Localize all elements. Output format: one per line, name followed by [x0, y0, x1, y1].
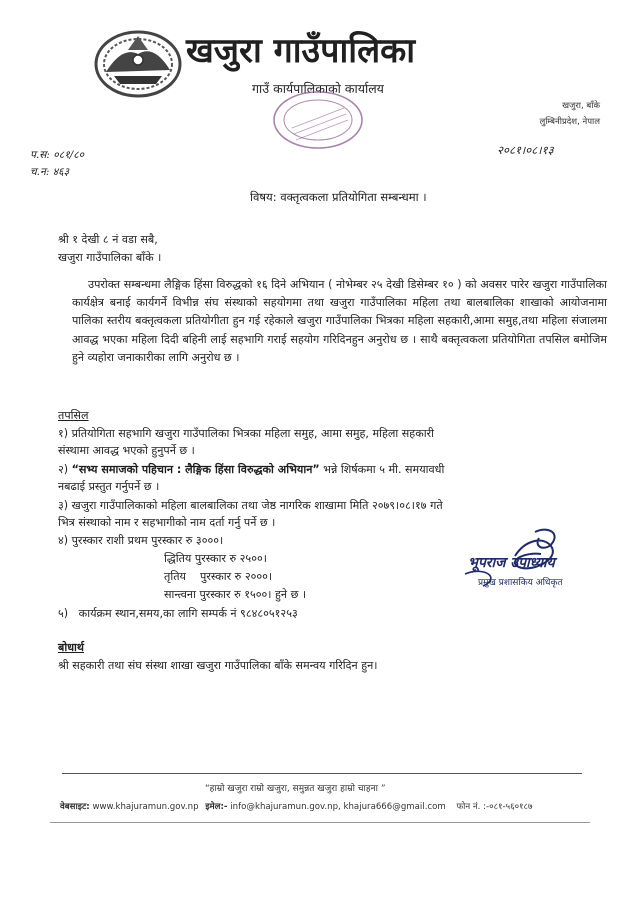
- item-1-line-2: संस्थामा आवद्ध भएको हुनुपर्ने छ ।: [58, 444, 195, 457]
- item-2-line-1: [58, 462, 444, 477]
- website-link[interactable]: www.khajuramun.gov.np: [92, 802, 199, 812]
- signatory-title: प्रमुख प्रशासकिय अधिकृत: [478, 578, 563, 588]
- item-2-prefix: २): [58, 463, 69, 476]
- item-2-line-2: नबढाई प्रस्तुत गर्नुपर्ने छ ।: [58, 480, 160, 493]
- recipient-line-1: श्री १ देखी ८ नं वडा सबै,: [58, 233, 158, 246]
- item-2-rest: भन्ने शिर्षकमा ५ मी. समयावधी: [323, 463, 445, 476]
- item-3-line-1: ३) खजुरा गाउँपालिकाको महिला बालबालिका तथा जेष्ठ नागरिक शाखामा मिति २०७९।०८।१७ गते: [58, 499, 443, 512]
- email-label: इमेल:-: [205, 802, 228, 812]
- phone-number: :-०८१-५६०१८७: [483, 802, 533, 812]
- footer-contact: [60, 800, 532, 812]
- item-2-title: “सभ्य समाजको पहिचान : लैङ्गिक हिंसा विरुद्धको अभियान”: [71, 463, 320, 476]
- tapasil-heading: तपसिल: [58, 409, 89, 422]
- item-3-line-2: भित्र संस्थाको नाम र सहभागीको नाम दर्ता गर्नु पर्ने छ ।: [58, 516, 276, 529]
- item-1-line-1: १) प्रतियोगिता सहभागि खजुरा गाउँपालिका भित्रका महिला समुह, आमा समुह, महिला सहकारी: [58, 427, 434, 440]
- letter-date: २०८१।०८।१३: [497, 143, 554, 157]
- item-4-line-1: ४) पुरस्कार राशी प्रथम पुरस्कार रु ३०००।: [58, 534, 224, 547]
- office-name: खजुरा गाउँपालिका: [186, 31, 416, 71]
- footer-divider: [62, 773, 582, 774]
- footer-bottom-rule: [50, 822, 590, 823]
- nepal-emblem-icon: [92, 26, 184, 98]
- letter-subject: विषय: वक्तृत्वकला प्रतियोगिता सम्बन्धमा ।: [250, 190, 427, 204]
- item-4-line-4: सान्त्वना पुरस्कार रु १५००। हुने छ ।: [164, 588, 307, 601]
- chalani-number: च.न: ४६३: [30, 166, 70, 178]
- office-stamp-icon: [270, 88, 366, 152]
- patra-sankhya: प.स: ०८१/८०: [30, 149, 85, 161]
- footer-motto: “हाम्रो खजुरा राम्रो खजुरा, समुन्नत खजुरा हाम्रो चाहना ”: [205, 784, 386, 794]
- item-5: ५) कार्यक्रम स्थान,समय,का लागि सम्पर्क नं ९८४८०५१२५३: [58, 607, 298, 620]
- recipient-line-2: खजुरा गाउँपालिका बाँके ।: [58, 251, 162, 264]
- item-4-line-2: द्धितिय पुरस्कार रु २५००।: [164, 552, 267, 565]
- signatory-name: भूपराज उपाध्याय: [468, 555, 555, 571]
- address-line-1: खजुरा, बाँके: [562, 101, 600, 111]
- address-line-2: लुम्बिनीप्रदेश, नेपाल: [539, 117, 600, 127]
- office-subtitle: गाउँ कार्यपालिकाको कार्यालय: [252, 81, 384, 96]
- phone-label: फोन नं.: [456, 802, 481, 812]
- body-paragraph: उपरोक्त सम्बन्धमा लैङ्गिक हिंसा विरुद्धको १६ दिने अभियान ( नोभेम्बर २५ देखी डिसेम्बर १० ) को अवसर पारेर खजुरा गाउँपालिका कार्यक्षेत्र बनाई कार्यगर्ने विभीन्न संघ संस्थाको सहयोगमा तथा खजुरा गाउँपालिका महिला तथा बालबालिका शाखाको आयोजनामा पालिका स्तरीय बक्तृत्वकला प्रतियोगीता हुन गई रहेकाले खजुरा गाउँपालिका भित्रका महिला सहकारी,आमा समुह,तथा महिला संजालमा आवद्ध भएका महिला दिदी बहिनी लाई सहभागि गराई सहयोग गरिदिनहुन अनुरोध छ । साथै बक्तृत्वकला प्रतियोगिता तपसिल बमोजिम हुने व्यहोरा जनाकारीका लागि अनुरोध छ ।: [72, 278, 607, 364]
- item-4-line-3: तृतिय पुरस्कार रु २०००।: [164, 570, 273, 583]
- bodharth-text: श्री सहकारी तथा संघ संस्था शाखा खजुरा गाउँपालिका बाँके समन्वय गरिदिन हुन।: [58, 659, 378, 672]
- bodharth-heading: बोधार्थ: [58, 641, 84, 654]
- website-label: वेबसाइट:: [60, 802, 90, 812]
- email-link[interactable]: info@khajuramun.gov.np, khajura666@gmail.com: [230, 802, 446, 812]
